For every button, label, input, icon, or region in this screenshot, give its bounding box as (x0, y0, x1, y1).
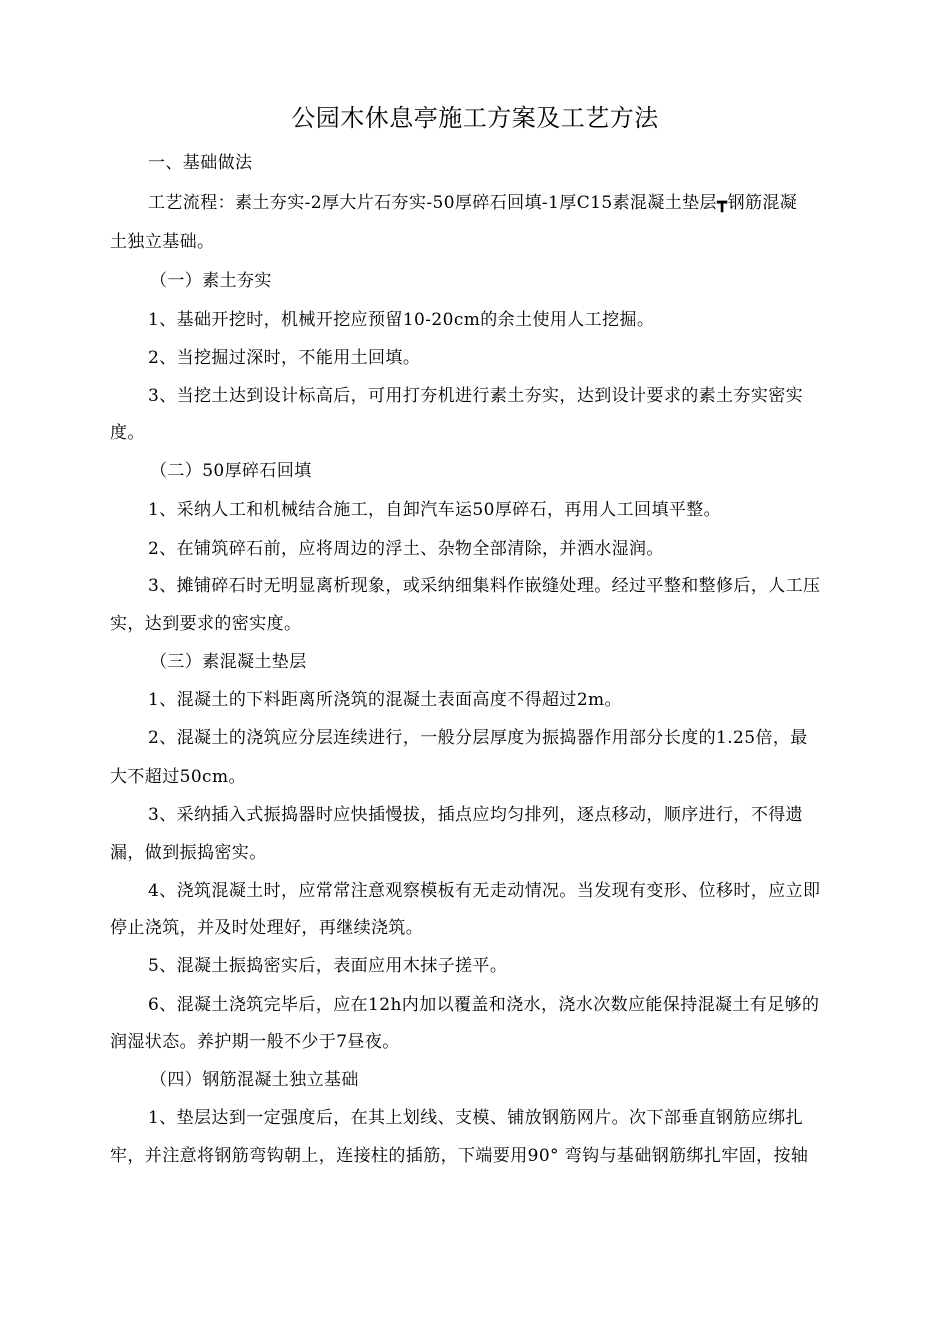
subsection-heading: （一）素土夯实 (150, 271, 272, 291)
subsection-heading: （四）钢筋混凝土独立基础 (150, 1070, 359, 1090)
paragraph-line: 度。 (110, 423, 145, 443)
document-title: 公园木休息亭施工方案及工艺方法 (291, 104, 659, 132)
paragraph-line: 牢，并注意将钢筋弯钩朝上，连接柱的插筋，下端要用90° 弯钩与基础钢筋绑扎牢固，按轴 (110, 1146, 809, 1166)
paragraph-line: 1、垫层达到一定强度后，在其上划线、支模、铺放钢筋网片。次下部垂直钢筋应绑扎 (148, 1108, 804, 1128)
paragraph-line: 3、摊铺碎石时无明显离析现象，或采纳细集料作嵌缝处理。经过平整和整修后，人工压 (148, 576, 821, 596)
subsection-heading: （三）素混凝土垫层 (150, 652, 307, 672)
paragraph-line: 土独立基础。 (110, 232, 215, 252)
section-heading-foundation: 一、基础做法 (148, 153, 253, 173)
paragraph-line: 停止浇筑，并及时处理好，再继续浇筑。 (110, 918, 424, 938)
subsection-heading: （二）50厚碎石回填 (150, 461, 312, 481)
paragraph-line: 2、在铺筑碎石前，应将周边的浮土、杂物全部清除，并洒水湿润。 (148, 539, 664, 559)
paragraph-line: 工艺流程：素土夯实-2厚大片石夯实-50厚碎石回填-1厚C15素混凝土垫层┳钢筋混凝 (148, 193, 798, 213)
paragraph-line: 润湿状态。养护期一般不少于7昼夜。 (110, 1032, 400, 1052)
paragraph-line: 实，达到要求的密实度。 (110, 614, 302, 634)
paragraph-line: 3、采纳插入式振捣器时应快插慢拔，插点应均匀排列，逐点移动，顺序进行，不得遗 (148, 805, 804, 825)
paragraph-line: 3、当挖土达到设计标高后，可用打夯机进行素土夯实，达到设计要求的素土夯实密实 (148, 386, 804, 406)
paragraph-line: 大不超过50cm。 (110, 767, 246, 787)
paragraph-line: 6、混凝土浇筑完毕后，应在12h内加以覆盖和浇水，浇水次数应能保持混凝土有足够的 (148, 995, 820, 1015)
paragraph-line: 1、采纳人工和机械结合施工，自卸汽车运50厚碎石，再用人工回填平整。 (148, 500, 722, 520)
paragraph-line: 4、浇筑混凝土时，应常常注意观察模板有无走动情况。当发现有变形、位移时，应立即 (148, 881, 821, 901)
paragraph-line: 5、混凝土振捣密实后，表面应用木抹子搓平。 (148, 956, 508, 976)
paragraph-line: 1、基础开挖时，机械开挖应预留10-20cm的余土使用人工挖掘。 (148, 310, 655, 330)
paragraph-line: 漏，做到振捣密实。 (110, 843, 267, 863)
paragraph-line: 2、混凝土的浇筑应分层连续进行，一般分层厚度为振捣器作用部分长度的1.25倍，最 (148, 728, 808, 748)
paragraph-line: 1、混凝土的下料距离所浇筑的混凝土表面高度不得超过2m。 (148, 690, 622, 710)
paragraph-line: 2、当挖掘过深时，不能用土回填。 (148, 348, 421, 368)
